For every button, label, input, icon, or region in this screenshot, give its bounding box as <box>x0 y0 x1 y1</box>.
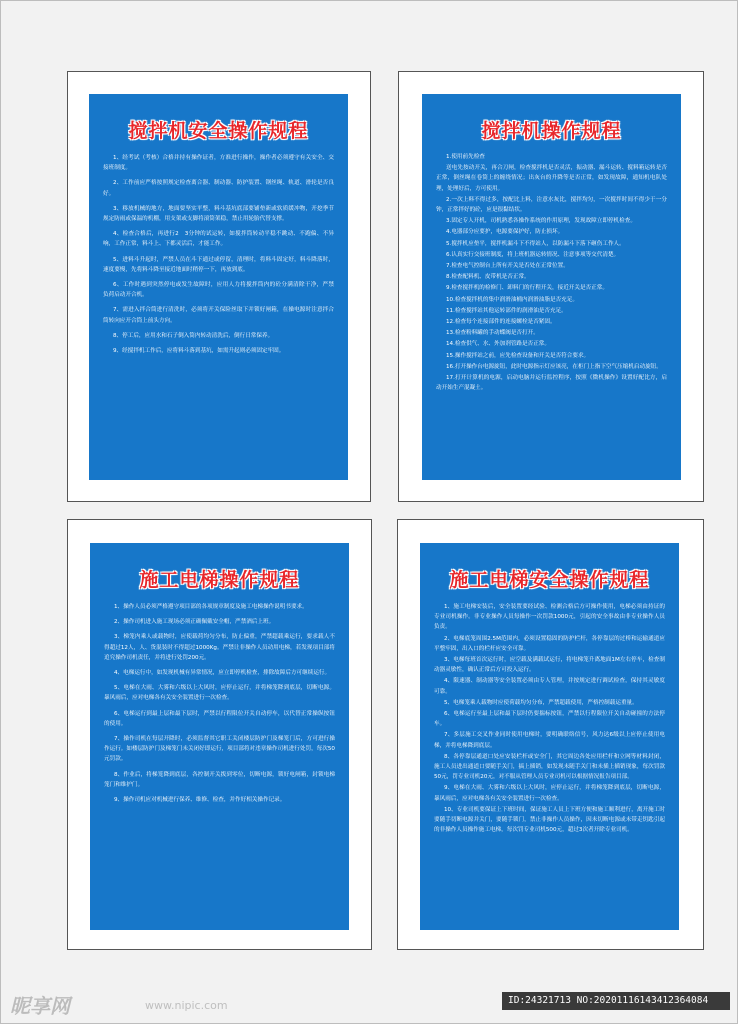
sign-title: 施工电梯安全操作规程 <box>449 569 650 591</box>
rule-item: 1、施工电梯安装后，安全装置要经试验、检测合格后方可操作使用，电梯必须由持证的专业司机操作。非专业操作人员每操作一次罚款1000元，引起的安全事故由非专业操作人员负责。 <box>434 604 665 631</box>
rule-item: 4.电器部分应要护，电源要保护好，防止损坏。 <box>446 229 564 236</box>
rule-list <box>434 602 665 835</box>
rule-item: 5、电梯笼乘人载物时应使荷载均匀分布，严禁超载使用，严格控制载运重量。 <box>444 699 638 706</box>
rule-item: 11.检查搅拌站其他运转部件的润滑油是否充足。 <box>446 307 567 314</box>
rule-item: 17.打开计算机的电源，启动电脑并运行监控程序，按照《微机操作》设置好配比方，启动开始生产混凝土。 <box>436 375 667 392</box>
sign-title: 搅拌机操作规程 <box>481 120 622 142</box>
rule-item: 4、检查合格后，再进行2 3分钟的试运转，如搅拌筒转动平稳不跳动、不跑偏、不异响，工作正常，料斗上、下都灵活后，才能工作。 <box>103 231 334 248</box>
rule-item: 12.检查每个连接部件的连接螺栓是否紧固。 <box>446 319 556 326</box>
rule-item: 2、电梯底笼周围2.5M范围内，必须设置稳固的防护栏杆，各停靠层的过桥和运输通道应平整牢固，出入口的栏杆应安全可靠。 <box>434 635 665 652</box>
rule-item: 4、限速器、制动器等安全装置必须由专人管理，并按规定进行调试检查，保持其灵敏度可靠。 <box>434 678 665 695</box>
rule-item: 2、工作前应严格按照规定检查离合器、制动器、防护装置、钢丝绳、轨道、滑轮是否良好。 <box>103 180 334 197</box>
rule-item: 送电先按动开关，再合刀闸，检查搅拌机是否灵活，振动器、漏斗运转、搅料箱运转是否正常，倒丝绳在卷筒上的缠绕情况；出灰台的升降等是否正常，如发现故障，通知机电队处理，处理好后，方可使用。 <box>436 165 667 192</box>
rule-item: 9.检查搅拌机的检修门、卸料门的行程开关，接近开关是否正常。 <box>446 285 608 292</box>
rule-item: 7、操作司机在每层开降时，必须监督其它职工关闭楼层防护门及梯笼门后，方可进行操作运行。如楼层防护门及梯笼门未关闭好即运行，项目部将对违章操作司机进行处罚，每次50元罚款。 <box>104 736 335 763</box>
rule-item: 8、各停靠层通道口处应安装栏杆或安全门，其它周边各处应用栏杆和立网等材料封闭，施工人员进出通道口要随手关门，搞上插销，如发现未随手关门和未插上插销现象，每次罚款50元，罚专业司机20元，对不服从管理人员专业司机可以根据情况报告项目部。 <box>434 753 665 781</box>
rule-item: 3.固定专人开机，司机熟悉各操作系统的作用原理，发现故障立即停机检查。 <box>446 218 636 225</box>
rule-item: 6.认真实行交接班制度，将上班机器运转情况、注意事项等交代清楚。 <box>446 251 620 258</box>
rule-item: 13.检查粉料罐的手动蝶阀是否打开。 <box>446 330 539 337</box>
rule-item: 2、操作司机进入施工现场必须正确佩戴安全帽，严禁酒后上班。 <box>114 619 275 626</box>
rule-item: 5、进料斗升起时，严禁人员在斗下通过或停留，清理时，将料斗固定好，料斗降落时，速度要慢，先将料斗降至接近地面时稍停一下，再放到底。 <box>103 256 334 273</box>
rule-item: 1、操作人员必须严格遵守项目部的各项规章制度及施工电梯操作说明书要求。 <box>114 604 308 610</box>
sign-board-mixer-safety <box>89 94 348 480</box>
sign-board-elevator-operation <box>90 543 349 930</box>
rule-item: 2.一次上料不得过多，按配比上料，注意水灰比，搅拌均匀，一次搅拌时间不得少于一分钟，正常拌好的砼，应是很黏结状。 <box>436 196 667 214</box>
rule-item: 8、作业后，将梯笼降到底层，各控制开关拨到零位，切断电源，锁好电闸箱，封锁电梯笼门和维护门。 <box>104 771 335 788</box>
sign-board-mixer-operation <box>422 94 681 480</box>
rule-item: 6、电梯运行至最上层和最下层时仍要揣标按钮，严禁以行程限位开关自动碰撞的方法停车。 <box>434 711 665 728</box>
rule-list <box>436 152 667 393</box>
rule-item: 4、电梯运行中，如发现机械有异常情况，应立即停机检查，排除故障后方可继续运行。 <box>114 670 331 677</box>
watermark-logo: 昵享网 <box>10 994 70 1018</box>
rule-item: 1.使用前先检查 <box>446 154 485 160</box>
rule-item: 10、专业司机要保证上下班时间，保证施工人员上下班方便和施工顺利进行，离开施工时要随手切断电源并关门，要随手锁门，禁止非操作人员操作，因未切断电源或未带走钥匙引起的非操作人员操作施工电梯，每次罚专业司机500元，超过3次者开除专业司机。 <box>434 806 665 834</box>
rule-item: 16.打开操作台电源旋钮，此时电源指示灯应该亮，在柜门上指下空气压缩机启动旋钮。 <box>446 363 662 370</box>
rule-item: 5、电梯在大雨、大雾和六级以上大风时，应停止运行，并将梯笼降到底层，切断电源。暴风雨后，应对电梯各有关安全装置进行一次检查。 <box>104 685 335 702</box>
rule-item: 6、工作时遇到突然停电或发生故障时，应用人力将搅拌筒内的砼分满清除干净，严禁 负荷启动开合机。 <box>103 282 340 299</box>
rule-item: 9、操作司机应对机械进行保养、维修、检查，并作好相关操作记录。 <box>114 797 286 804</box>
rule-item: 3、电梯每班首次运行时，应空载及满载试运行，将电梯笼升离地面1M左右停车，检查制动器灵敏性，确认正常后方可投入运行。 <box>434 657 665 674</box>
rule-item: 15.操作搅拌站之前，应先检查设备和开关是否符合要求。 <box>446 352 590 359</box>
rule-item: 3、梯笼内乘人或载物时，应使载荷均匀分布，防止偏重，严禁超载乘运行，要求载人不得超过12人，人、货混装时不得超过1000Kg。严禁让非操作人员动用电梯，若发现项目部将追究操作司机责任，并将进行处罚200元。 <box>104 634 335 661</box>
rule-item: 7、需进入拌合筒进行清洗时，必须将开关保险丝取下并锁好闸箱，在操电源时注意拌合筒转向应开合筒上前头方向。 <box>103 307 334 324</box>
rule-item: 14.检查供气、水、外加剂管路是否正常。 <box>446 341 550 348</box>
rule-item: 3、移放机械的地方，地面要坚实平整，料斗基坑底部要铺垫新或软质缓冲物，开挖季节规定防雨或保温的机棚，用支架或支脚将滚筒架稳，禁止用轮胎代替支撑。 <box>103 205 334 223</box>
rule-item: 9、电梯在大雨、大雾和六级以上大风时，应停止运行，并将梯笼降到底层，切断电源，暴风雨后，应对电梯各有关安全装置进行一次检查。 <box>434 785 665 802</box>
rule-item: 9、经搅拌机工作后，应将料斗落到基坑，如需升起则必须固定牢固。 <box>113 348 285 355</box>
rule-item: 8.检查配料机、皮带机是否正常。 <box>446 274 530 281</box>
rule-item: 6、电梯运行到最上层和最下层时，严禁以行程限位开关自动停车，以代替正常操纵按钮的使用。 <box>104 710 335 727</box>
rule-list <box>104 602 335 805</box>
sign-title: 搅拌机安全操作规程 <box>128 120 309 142</box>
rule-item: 1、经考试（考核）合格并持有操作证者，方准进行操作，操作者必须遵守有关安全、交接班制度。 <box>103 155 334 172</box>
sign-board-elevator-safety <box>420 543 679 930</box>
rule-item: 5.搅拌机应垫平，搅拌机漏斗下不得站人，以防漏斗下落下砸伤工作人。 <box>446 240 625 247</box>
rule-item: 8、停工后，应用水和石子倒入筒内转动清洗后，倒行日常保养。 <box>113 332 274 339</box>
rule-item: 10.检查搅拌机的集中润滑油桶内润滑油脂是否充足。 <box>446 296 578 303</box>
rule-item: 7、多层施工交叉作业同时使用电梯时，要明确联络信号，风力达6级以上应停止使用电梯，并将电梯降到底层。 <box>434 732 665 749</box>
rule-item: 7.检查电气控制台上所有开关是否处在正常位置。 <box>446 263 569 270</box>
rule-list <box>103 153 340 356</box>
sign-title: 施工电梯操作规程 <box>139 569 300 591</box>
watermark-url: www.nipic.com <box>145 999 228 1012</box>
image-id-bar: ID:24321713 NO:20201116143412364084 <box>502 992 730 1010</box>
